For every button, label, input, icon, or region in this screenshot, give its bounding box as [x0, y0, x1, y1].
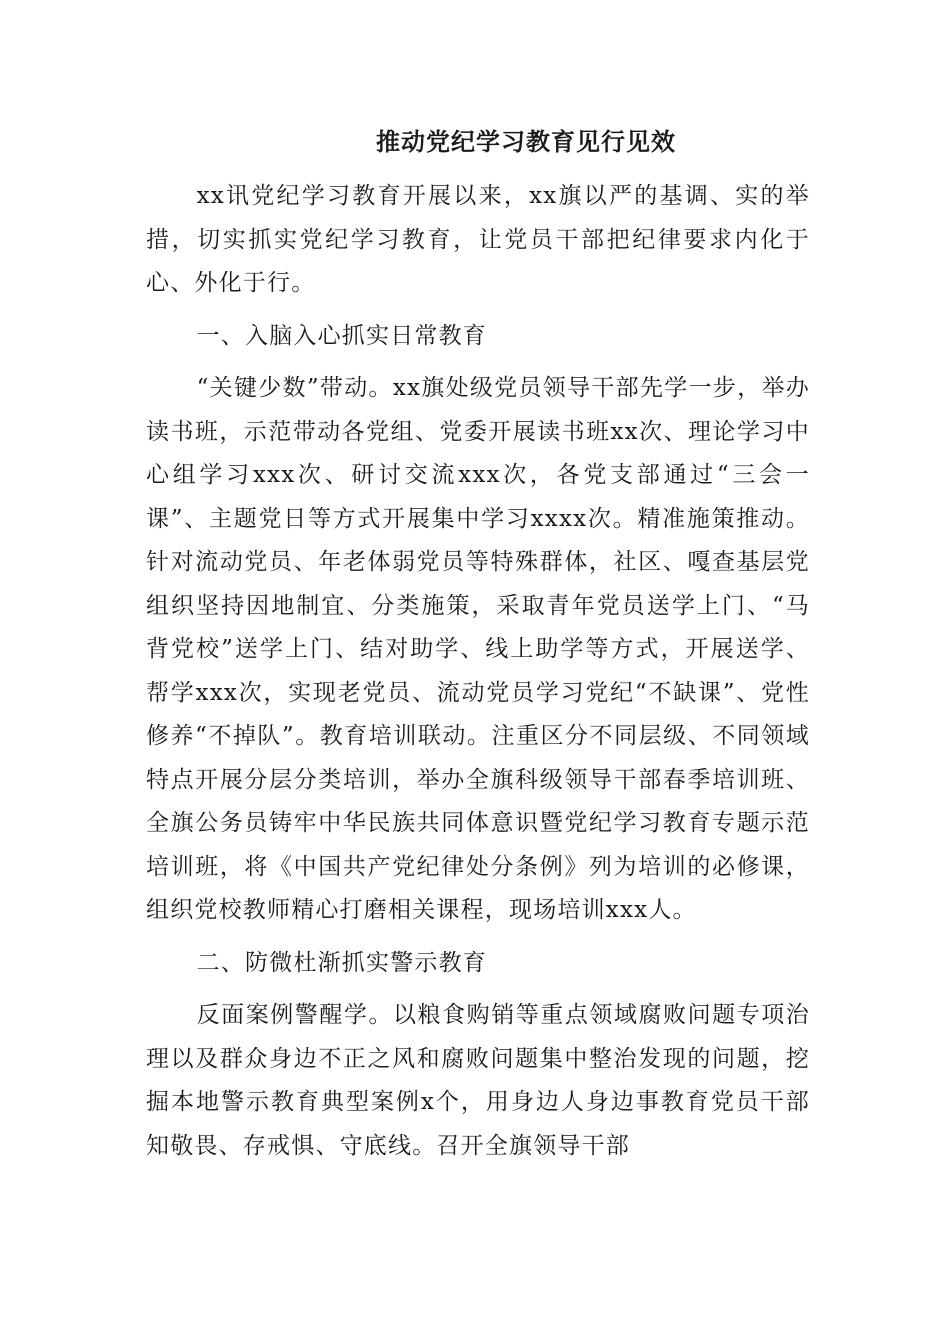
section-body-1: “关键少数”带动。xx旗处级党员领导干部先学一步，举办读书班，示范带动各党组、党委开展读书班xx次、理论学习中心组学习xxx次、研讨交流xxx次，各党支部通过“三会一课”、主题党日等方式开展集中学习xxxx次。精准施策推动。针对流动党员、年老体弱党员等特殊群体，社区、嘎查基层党组织坚持因地制宜、分类施策，采取青年党员送学上门、“马背党校”送学上门、结对助学、线上助学等方式，开展送学、帮学xxx次，实现老党员、流动党员学习党纪“不缺课”、党性修养“不掉队”。教育培训联动。注重区分不同层级、不同领域特点开展分层分类培训，举办全旗科级领导干部春季培训班、全旗公务员铸牢中华民族共同体意识暨党纪学习教育专题示范培训班，将《中国共产党纪律处分条例》列为培训的必修课，组织党校教师精心打磨相关课程，现场培训xxx人。 — [146, 375, 810, 923]
section-body-2: 反面案例警醒学。以粮食购销等重点领域腐败问题专项治理以及群众身边不正之风和腐败问题集中整治发现的问题，挖掘本地警示教育典型案例x个，用身边人身边事教育党员干部知敬畏、存戒惧、守底线。召开全旗领导干部 — [146, 1002, 810, 1159]
section-heading-1: 一、入脑入心抓实日常教育 — [196, 322, 487, 349]
intro-paragraph: xx讯党纪学习教育开展以来，xx旗以严的基调、实的举措，切实抓实党纪学习教育，让党员干部把纪律要求内化于心、外化于行。 — [146, 183, 810, 296]
document-title: 推动党纪学习教育见行见效 — [376, 127, 676, 156]
section-heading-2: 二、防微杜渐抓实警示教育 — [196, 949, 487, 976]
document-body — [146, 175, 810, 1177]
